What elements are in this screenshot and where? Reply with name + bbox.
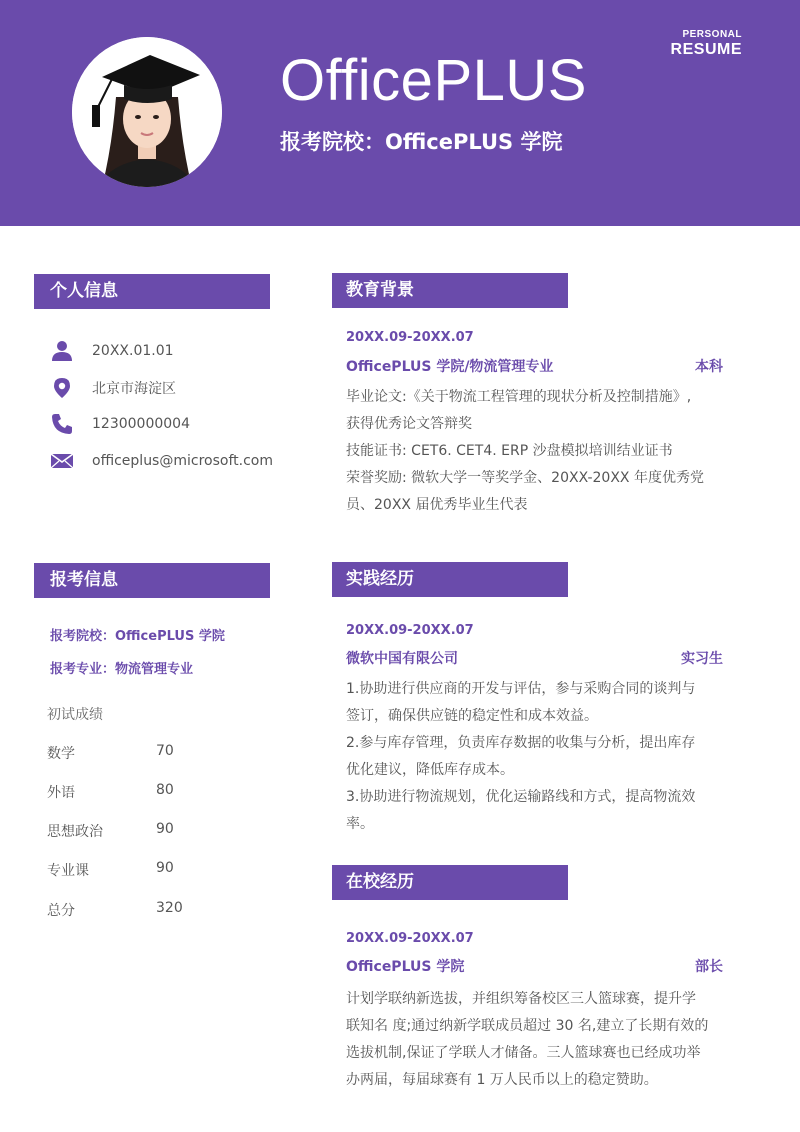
brand-title: OfficePLUS: [280, 48, 587, 113]
score-value: 90: [156, 821, 174, 837]
info-text: 北京市海淀区: [92, 381, 176, 397]
person-icon: [50, 339, 74, 363]
education-date: 20XX.09-20XX.07: [346, 330, 474, 345]
apply-school: 报考院校：OfficePLUS 学院: [50, 629, 225, 644]
scores-label: 初试成绩: [47, 707, 103, 723]
apply-major: 报考专业：物流管理专业: [50, 662, 194, 677]
graduate-portrait-icon: [72, 37, 222, 187]
practice-title: 实践经历: [332, 562, 568, 597]
practice-org: 微软中国有限公司: [346, 651, 458, 667]
location-pin-icon: [50, 376, 74, 400]
score-value: 320: [156, 900, 183, 916]
score-subject: 专业课: [47, 863, 89, 879]
score-subject: 总分: [47, 903, 75, 919]
personal-resume-tag: [671, 30, 742, 58]
score-value: 70: [156, 743, 174, 759]
campus-line: 联知名 度;通过纳新学联成员超过 30 名,建立了长期有效的: [346, 1018, 709, 1034]
campus-details: [346, 986, 728, 1094]
campus-title: 在校经历: [332, 865, 568, 900]
campus-line: 办两届，每届球赛有 1 万人民币以上的稳定赞助。: [346, 1072, 658, 1088]
education-line: 毕业论文:《关于物流工程管理的现状分析及控制措施》,: [346, 389, 692, 405]
score-row: [47, 860, 247, 880]
resume-header: [0, 0, 800, 226]
campus-line: 选拔机制,保证了学联人才储备。三人篮球赛也已经成功举: [346, 1045, 701, 1061]
practice-line: 1.协助进行供应商的开发与评估，参与采购合同的谈判与: [346, 681, 696, 697]
campus-line: 计划学联纳新选拔，并组织筹备校区三人篮球赛，提升学: [346, 991, 696, 1007]
envelope-icon: [50, 449, 74, 473]
phone-icon: [50, 412, 74, 436]
education-title: 教育背景: [332, 273, 568, 308]
education-line: 员、20XX 届优秀毕业生代表: [346, 497, 528, 513]
info-text: 12300000004: [92, 416, 190, 432]
resume-tag-big: RESUME: [670, 41, 742, 58]
score-value: 80: [156, 782, 174, 798]
practice-line: 签订，确保供应链的稳定性和成本效益。: [346, 708, 598, 724]
score-subject: 数学: [47, 746, 75, 762]
score-row: [47, 821, 247, 841]
profile-photo: [72, 37, 222, 187]
info-location: [50, 376, 176, 400]
campus-role: 部长: [695, 959, 723, 975]
score-row: [47, 900, 247, 920]
education-org: OfficePLUS 学院/物流管理专业: [346, 359, 554, 375]
score-row: [47, 743, 247, 763]
practice-date: 20XX.09-20XX.07: [346, 623, 474, 638]
score-subject: 思想政治: [47, 824, 103, 840]
practice-line: 2.参与库存管理，负责库存数据的收集与分析，提出库存: [346, 735, 696, 751]
education-details: [346, 384, 728, 519]
education-line: 技能证书: CET6. CET4. ERP 沙盘模拟培训结业证书: [346, 443, 673, 459]
score-value: 90: [156, 860, 174, 876]
practice-details: [346, 676, 728, 838]
info-text: 20XX.01.01: [92, 343, 174, 359]
education-line: 获得优秀论文答辩奖: [346, 416, 472, 432]
campus-date: 20XX.09-20XX.07: [346, 931, 474, 946]
resume-tag-small: PERSONAL: [682, 29, 742, 40]
practice-line: 率。: [346, 816, 374, 832]
info-phone: [50, 412, 190, 436]
education-degree: 本科: [695, 359, 723, 375]
score-subject: 外语: [47, 785, 75, 801]
info-email[interactable]: [50, 449, 273, 473]
practice-role: 实习生: [681, 651, 723, 667]
apply-info-title: 报考信息: [34, 563, 270, 598]
personal-info-title: 个人信息: [34, 274, 270, 309]
practice-line: 3.协助进行物流规划，优化运输路线和方式，提高物流效: [346, 789, 696, 805]
education-line: 荣誉奖励: 微软大学一等奖学金、20XX-20XX 年度优秀党: [346, 470, 704, 486]
score-row: [47, 782, 247, 802]
header-school-line: 报考院校：OfficePLUS 学院: [280, 130, 563, 154]
practice-line: 优化建议，降低库存成本。: [346, 762, 514, 778]
info-birthdate: [50, 339, 174, 363]
email-link[interactable]: officeplus@microsoft.com: [92, 453, 273, 469]
campus-org: OfficePLUS 学院: [346, 959, 465, 975]
